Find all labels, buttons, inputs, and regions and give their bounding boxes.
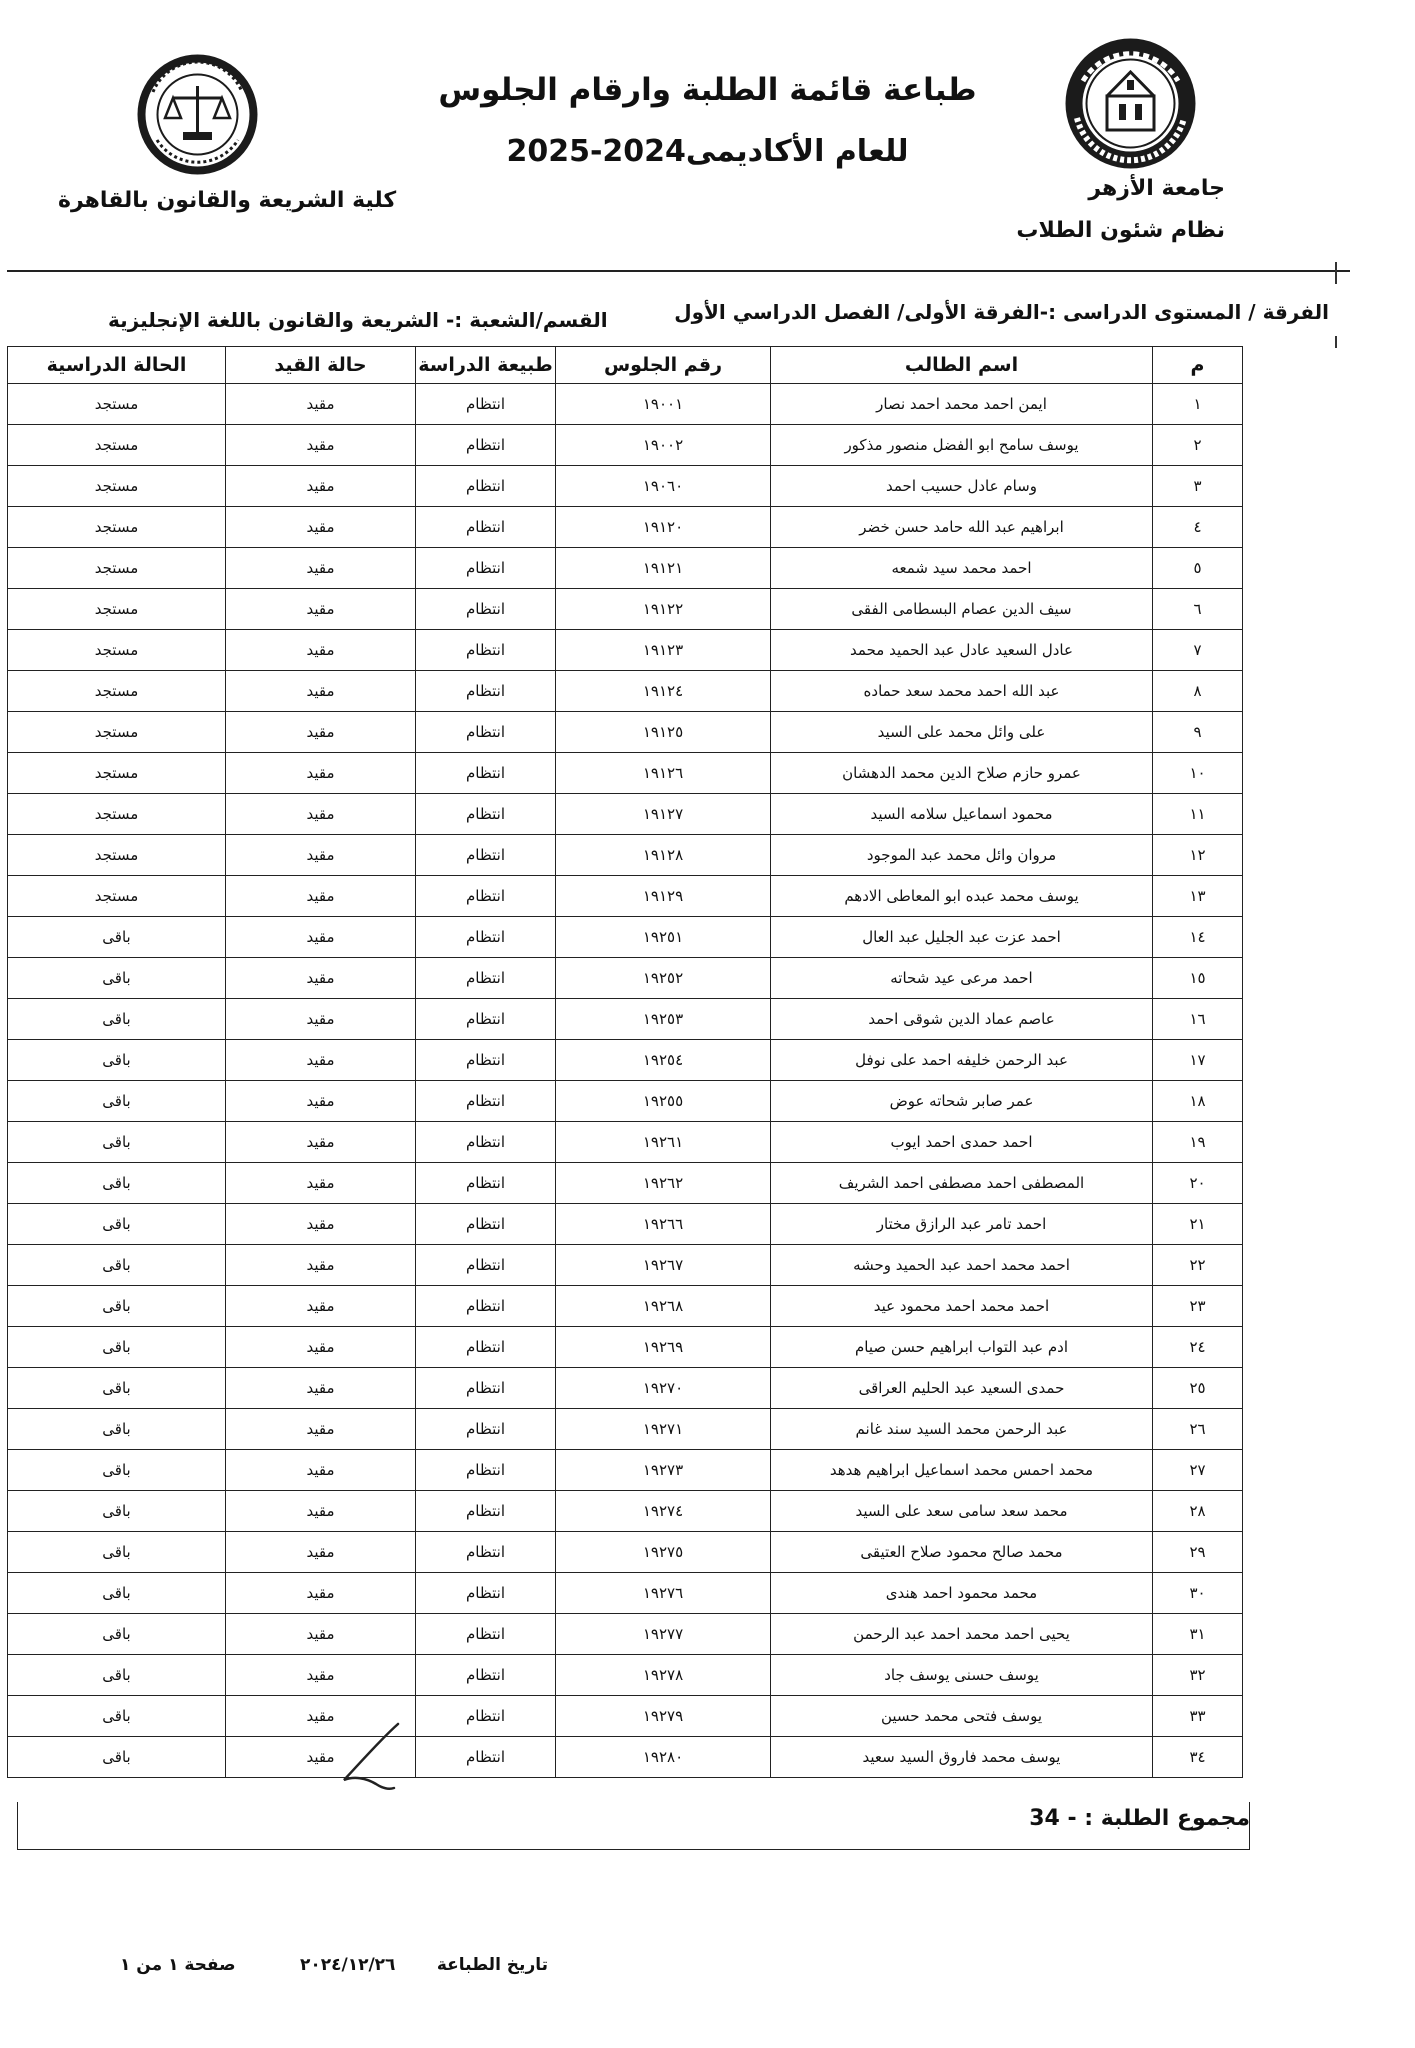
cell-index: ١٢ xyxy=(1153,835,1243,876)
cell-academic-status: باقى xyxy=(8,1040,226,1081)
cell-seat-number: ١٩٢٦٩ xyxy=(556,1327,771,1368)
table-row xyxy=(8,548,1243,589)
cell-student-name: عبد الله احمد محمد سعد حماده xyxy=(771,671,1153,712)
cell-index: ٢٢ xyxy=(1153,1245,1243,1286)
cell-academic-status: باقى xyxy=(8,1614,226,1655)
cell-registration-status: مقيد xyxy=(226,384,416,425)
cell-academic-status: مستجد xyxy=(8,753,226,794)
page-number: صفحة ١ من ١ xyxy=(120,1955,236,1975)
header-study-type: طبيعة الدراسة xyxy=(416,347,556,384)
cell-seat-number: ١٩١٢٩ xyxy=(556,876,771,917)
cell-seat-number: ١٩٢٨٠ xyxy=(556,1737,771,1778)
cell-student-name: يوسف محمد فاروق السيد سعيد xyxy=(771,1737,1153,1778)
table-row xyxy=(8,958,1243,999)
table-row xyxy=(8,1040,1243,1081)
cell-student-name: محمد صالح محمود صلاح العتيقى xyxy=(771,1532,1153,1573)
cell-index: ١١ xyxy=(1153,794,1243,835)
cell-study-type: انتظام xyxy=(416,999,556,1040)
cell-index: ١ xyxy=(1153,384,1243,425)
cell-student-name: على وائل محمد على السيد xyxy=(771,712,1153,753)
cell-academic-status: مستجد xyxy=(8,425,226,466)
cell-academic-status: مستجد xyxy=(8,630,226,671)
header-student-name: اسم الطالب xyxy=(771,347,1153,384)
cell-registration-status: مقيد xyxy=(226,712,416,753)
cell-study-type: انتظام xyxy=(416,1450,556,1491)
cell-study-type: انتظام xyxy=(416,835,556,876)
table-row xyxy=(8,999,1243,1040)
cell-study-type: انتظام xyxy=(416,1409,556,1450)
cell-seat-number: ١٩١٢٦ xyxy=(556,753,771,794)
cell-seat-number: ١٩٠٠٢ xyxy=(556,425,771,466)
table-row xyxy=(8,712,1243,753)
cell-registration-status: مقيد xyxy=(226,1532,416,1573)
cell-study-type: انتظام xyxy=(416,425,556,466)
cell-student-name: عبد الرحمن محمد السيد سند غانم xyxy=(771,1409,1153,1450)
scan-mark xyxy=(1335,336,1337,348)
cell-seat-number: ١٩٢٥٢ xyxy=(556,958,771,999)
cell-study-type: انتظام xyxy=(416,507,556,548)
cell-seat-number: ١٩١٢٥ xyxy=(556,712,771,753)
table-row xyxy=(8,1573,1243,1614)
cell-index: ١٩ xyxy=(1153,1122,1243,1163)
print-date-block xyxy=(300,1955,548,1975)
table-row xyxy=(8,425,1243,466)
cell-seat-number: ١٩١٢٨ xyxy=(556,835,771,876)
cell-academic-status: باقى xyxy=(8,958,226,999)
table-row xyxy=(8,671,1243,712)
cell-index: ٤ xyxy=(1153,507,1243,548)
cell-academic-status: مستجد xyxy=(8,548,226,589)
cell-study-type: انتظام xyxy=(416,753,556,794)
cell-student-name: احمد محمد سيد شمعه xyxy=(771,548,1153,589)
cell-seat-number: ١٩٠٠١ xyxy=(556,384,771,425)
cell-index: ٢٩ xyxy=(1153,1532,1243,1573)
cell-index: ١٣ xyxy=(1153,876,1243,917)
cell-academic-status: مستجد xyxy=(8,589,226,630)
table-row xyxy=(8,1696,1243,1737)
cell-registration-status: مقيد xyxy=(226,1491,416,1532)
table-row xyxy=(8,507,1243,548)
table-row xyxy=(8,753,1243,794)
cell-seat-number: ١٩٢٧٥ xyxy=(556,1532,771,1573)
table-body xyxy=(8,384,1243,1778)
cell-student-name: احمد محمد احمد عبد الحميد وحشه xyxy=(771,1245,1153,1286)
table-row xyxy=(8,917,1243,958)
table-row xyxy=(8,466,1243,507)
cell-study-type: انتظام xyxy=(416,1655,556,1696)
cell-academic-status: باقى xyxy=(8,999,226,1040)
cell-study-type: انتظام xyxy=(416,589,556,630)
cell-academic-status: باقى xyxy=(8,1245,226,1286)
table-header-row xyxy=(8,347,1243,384)
cell-registration-status: مقيد xyxy=(226,1245,416,1286)
header-registration-status: حالة القيد xyxy=(226,347,416,384)
cell-index: ٢ xyxy=(1153,425,1243,466)
table-row xyxy=(8,1368,1243,1409)
cell-academic-status: مستجد xyxy=(8,835,226,876)
university-name: جامعة الأزهر xyxy=(1088,176,1225,201)
cell-seat-number: ١٩١٢٣ xyxy=(556,630,771,671)
cell-registration-status: مقيد xyxy=(226,1286,416,1327)
cell-seat-number: ١٩٢٧٩ xyxy=(556,1696,771,1737)
cell-index: ٢٠ xyxy=(1153,1163,1243,1204)
print-date-label: تاريخ الطباعة xyxy=(436,1955,548,1975)
cell-registration-status: مقيد xyxy=(226,548,416,589)
cell-student-name: عادل السعيد عادل عبد الحميد محمد xyxy=(771,630,1153,671)
cell-student-name: محمود اسماعيل سلامه السيد xyxy=(771,794,1153,835)
cell-student-name: حمدى السعيد عبد الحليم العراقى xyxy=(771,1368,1153,1409)
cell-academic-status: باقى xyxy=(8,1655,226,1696)
cell-registration-status: مقيد xyxy=(226,753,416,794)
table-row xyxy=(8,1245,1243,1286)
cell-index: ١٠ xyxy=(1153,753,1243,794)
header-academic-status: الحالة الدراسية xyxy=(8,347,226,384)
table-row xyxy=(8,1450,1243,1491)
cell-study-type: انتظام xyxy=(416,958,556,999)
cell-index: ٦ xyxy=(1153,589,1243,630)
cell-academic-status: باقى xyxy=(8,1368,226,1409)
cell-academic-status: مستجد xyxy=(8,507,226,548)
cell-academic-status: مستجد xyxy=(8,671,226,712)
cell-index: ١٧ xyxy=(1153,1040,1243,1081)
print-date: ٢٠٢٤/١٢/٢٦ xyxy=(300,1955,396,1975)
cell-registration-status: مقيد xyxy=(226,425,416,466)
department-info: القسم/الشعبة :- الشريعة والقانون باللغة الإنجليزية xyxy=(108,308,608,332)
cell-registration-status: مقيد xyxy=(226,507,416,548)
cell-student-name: محمد احمس محمد اسماعيل ابراهيم هدهد xyxy=(771,1450,1153,1491)
cell-student-name: احمد حمدى احمد ايوب xyxy=(771,1122,1153,1163)
cell-registration-status: مقيد xyxy=(226,1040,416,1081)
cell-student-name: عمر صابر شحاته عوض xyxy=(771,1081,1153,1122)
cell-academic-status: باقى xyxy=(8,1122,226,1163)
cell-academic-status: باقى xyxy=(8,1491,226,1532)
cell-registration-status: مقيد xyxy=(226,1655,416,1696)
cell-index: ٢٥ xyxy=(1153,1368,1243,1409)
students-total: مجموع الطلبة : - 34 xyxy=(1029,1806,1250,1831)
cell-index: ١٨ xyxy=(1153,1081,1243,1122)
table-row xyxy=(8,1286,1243,1327)
document-title: طباعة قائمة الطلبة وارقام الجلوس xyxy=(438,72,977,108)
cell-study-type: انتظام xyxy=(416,1696,556,1737)
table-row xyxy=(8,1327,1243,1368)
cell-student-name: عمرو حازم صلاح الدين محمد الدهشان xyxy=(771,753,1153,794)
cell-seat-number: ١٩٢٧١ xyxy=(556,1409,771,1450)
table-row xyxy=(8,1655,1243,1696)
cell-student-name: محمد سعد سامى سعد على السيد xyxy=(771,1491,1153,1532)
cell-academic-status: مستجد xyxy=(8,794,226,835)
cell-student-name: المصطفى احمد مصطفى احمد الشريف xyxy=(771,1163,1153,1204)
cell-student-name: سيف الدين عصام البسطامى الفقى xyxy=(771,589,1153,630)
cell-seat-number: ١٩١٢٤ xyxy=(556,671,771,712)
cell-study-type: انتظام xyxy=(416,876,556,917)
cell-seat-number: ١٩٢٥١ xyxy=(556,917,771,958)
cell-student-name: مروان وائل محمد عبد الموجود xyxy=(771,835,1153,876)
cell-student-name: يوسف محمد عبده ابو المعاطى الادهم xyxy=(771,876,1153,917)
cell-seat-number: ١٩٢٦٦ xyxy=(556,1204,771,1245)
cell-registration-status: مقيد xyxy=(226,876,416,917)
cell-study-type: انتظام xyxy=(416,466,556,507)
cell-index: ٢٤ xyxy=(1153,1327,1243,1368)
table-row xyxy=(8,835,1243,876)
student-roster-table xyxy=(7,346,1243,1778)
cell-registration-status: مقيد xyxy=(226,999,416,1040)
table-row xyxy=(8,1122,1243,1163)
cell-academic-status: باقى xyxy=(8,917,226,958)
cell-index: ٢٨ xyxy=(1153,1491,1243,1532)
cell-study-type: انتظام xyxy=(416,794,556,835)
cell-index: ٩ xyxy=(1153,712,1243,753)
table-row xyxy=(8,1409,1243,1450)
cell-study-type: انتظام xyxy=(416,917,556,958)
cell-registration-status: مقيد xyxy=(226,1696,416,1737)
cell-registration-status: مقيد xyxy=(226,1737,416,1778)
cell-academic-status: باقى xyxy=(8,1163,226,1204)
cell-study-type: انتظام xyxy=(416,1737,556,1778)
cell-seat-number: ١٩٢٥٥ xyxy=(556,1081,771,1122)
cell-study-type: انتظام xyxy=(416,1204,556,1245)
cell-student-name: احمد عزت عبد الجليل عبد العال xyxy=(771,917,1153,958)
cell-study-type: انتظام xyxy=(416,630,556,671)
cell-seat-number: ١٩٢٦٢ xyxy=(556,1163,771,1204)
level-info: الفرقة / المستوى الدراسى :-الفرقة الأولى/ الفصل الدراسي الأول xyxy=(674,300,1329,324)
cell-seat-number: ١٩٢٧٧ xyxy=(556,1614,771,1655)
cell-registration-status: مقيد xyxy=(226,1573,416,1614)
cell-study-type: انتظام xyxy=(416,1491,556,1532)
cell-seat-number: ١٩١٢٠ xyxy=(556,507,771,548)
cell-student-name: احمد تامر عبد الرازق مختار xyxy=(771,1204,1153,1245)
cell-academic-status: مستجد xyxy=(8,384,226,425)
cell-index: ٣٠ xyxy=(1153,1573,1243,1614)
cell-index: ٢٧ xyxy=(1153,1450,1243,1491)
cell-student-name: يوسف حسنى يوسف جاد xyxy=(771,1655,1153,1696)
cell-registration-status: مقيد xyxy=(226,1081,416,1122)
cell-registration-status: مقيد xyxy=(226,1327,416,1368)
cell-academic-status: باقى xyxy=(8,1286,226,1327)
cell-study-type: انتظام xyxy=(416,1532,556,1573)
cell-registration-status: مقيد xyxy=(226,630,416,671)
cell-registration-status: مقيد xyxy=(226,1122,416,1163)
table-row xyxy=(8,1163,1243,1204)
cell-student-name: يوسف سامح ابو الفضل منصور مذكور xyxy=(771,425,1153,466)
cell-academic-status: باقى xyxy=(8,1532,226,1573)
cell-seat-number: ١٩١٢٢ xyxy=(556,589,771,630)
cell-registration-status: مقيد xyxy=(226,794,416,835)
cell-index: ٣١ xyxy=(1153,1614,1243,1655)
cell-index: ٧ xyxy=(1153,630,1243,671)
cell-study-type: انتظام xyxy=(416,671,556,712)
cell-academic-status: باقى xyxy=(8,1081,226,1122)
cell-study-type: انتظام xyxy=(416,1327,556,1368)
scan-mark xyxy=(1335,262,1337,284)
cell-index: ٣ xyxy=(1153,466,1243,507)
table-row xyxy=(8,1491,1243,1532)
cell-index: ٨ xyxy=(1153,671,1243,712)
table-row xyxy=(8,1614,1243,1655)
cell-student-name: عبد الرحمن خليفه احمد على نوفل xyxy=(771,1040,1153,1081)
cell-academic-status: باقى xyxy=(8,1204,226,1245)
cell-registration-status: مقيد xyxy=(226,1204,416,1245)
table-row xyxy=(8,384,1243,425)
cell-seat-number: ١٩٢٧٨ xyxy=(556,1655,771,1696)
cell-student-name: احمد محمد احمد محمود عيد xyxy=(771,1286,1153,1327)
cell-student-name: وسام عادل حسيب احمد xyxy=(771,466,1153,507)
cell-index: ٣٣ xyxy=(1153,1696,1243,1737)
cell-student-name: عاصم عماد الدين شوقى احمد xyxy=(771,999,1153,1040)
cell-registration-status: مقيد xyxy=(226,958,416,999)
cell-index: ٢٦ xyxy=(1153,1409,1243,1450)
cell-study-type: انتظام xyxy=(416,1368,556,1409)
cell-registration-status: مقيد xyxy=(226,1368,416,1409)
cell-seat-number: ١٩٢٦٧ xyxy=(556,1245,771,1286)
header-divider xyxy=(7,270,1350,272)
cell-registration-status: مقيد xyxy=(226,835,416,876)
cell-study-type: انتظام xyxy=(416,1245,556,1286)
cell-seat-number: ١٩٢٥٤ xyxy=(556,1040,771,1081)
cell-index: ٣٢ xyxy=(1153,1655,1243,1696)
cell-student-name: ايمن احمد محمد احمد نصار xyxy=(771,384,1153,425)
cell-seat-number: ١٩٢٧٦ xyxy=(556,1573,771,1614)
cell-registration-status: مقيد xyxy=(226,1409,416,1450)
table-row xyxy=(8,1204,1243,1245)
handwritten-signature-icon xyxy=(330,1718,410,1798)
cell-academic-status: باقى xyxy=(8,1327,226,1368)
cell-student-name: احمد مرعى عيد شحاته xyxy=(771,958,1153,999)
cell-academic-status: مستجد xyxy=(8,466,226,507)
cell-seat-number: ١٩٢٧٣ xyxy=(556,1450,771,1491)
cell-study-type: انتظام xyxy=(416,1163,556,1204)
cell-student-name: ادم عبد التواب ابراهيم حسن صيام xyxy=(771,1327,1153,1368)
cell-seat-number: ١٩٠٦٠ xyxy=(556,466,771,507)
cell-registration-status: مقيد xyxy=(226,466,416,507)
cell-index: ١٥ xyxy=(1153,958,1243,999)
cell-registration-status: مقيد xyxy=(226,671,416,712)
cell-index: ٢١ xyxy=(1153,1204,1243,1245)
cell-seat-number: ١٩٢٧٤ xyxy=(556,1491,771,1532)
cell-student-name: يحيى احمد محمد احمد عبد الرحمن xyxy=(771,1614,1153,1655)
cell-registration-status: مقيد xyxy=(226,589,416,630)
cell-registration-status: مقيد xyxy=(226,1450,416,1491)
cell-registration-status: مقيد xyxy=(226,1614,416,1655)
table-row xyxy=(8,1737,1243,1778)
cell-study-type: انتظام xyxy=(416,384,556,425)
cell-seat-number: ١٩١٢١ xyxy=(556,548,771,589)
cell-study-type: انتظام xyxy=(416,1081,556,1122)
table-row xyxy=(8,589,1243,630)
table-row xyxy=(8,794,1243,835)
table-row xyxy=(8,1532,1243,1573)
cell-seat-number: ١٩٢٧٠ xyxy=(556,1368,771,1409)
table-row xyxy=(8,630,1243,671)
cell-index: ٣٤ xyxy=(1153,1737,1243,1778)
cell-study-type: انتظام xyxy=(416,1286,556,1327)
cell-student-name: ابراهيم عبد الله حامد حسن خضر xyxy=(771,507,1153,548)
table-row xyxy=(8,876,1243,917)
cell-registration-status: مقيد xyxy=(226,917,416,958)
cell-academic-status: باقى xyxy=(8,1737,226,1778)
cell-registration-status: مقيد xyxy=(226,1163,416,1204)
faculty-name: كلية الشريعة والقانون بالقاهرة xyxy=(58,188,397,213)
cell-seat-number: ١٩٢٦١ xyxy=(556,1122,771,1163)
cell-academic-status: باقى xyxy=(8,1450,226,1491)
cell-seat-number: ١٩٢٥٣ xyxy=(556,999,771,1040)
academic-year: للعام الأكاديمى2024-2025 xyxy=(506,134,909,169)
cell-seat-number: ١٩١٢٧ xyxy=(556,794,771,835)
system-name: نظام شئون الطلاب xyxy=(1016,218,1225,243)
cell-seat-number: ١٩٢٦٨ xyxy=(556,1286,771,1327)
cell-study-type: انتظام xyxy=(416,1573,556,1614)
cell-study-type: انتظام xyxy=(416,548,556,589)
cell-student-name: يوسف فتحى محمد حسين xyxy=(771,1696,1153,1737)
header-seat-number: رقم الجلوس xyxy=(556,347,771,384)
cell-study-type: انتظام xyxy=(416,712,556,753)
cell-index: ٢٣ xyxy=(1153,1286,1243,1327)
cell-academic-status: مستجد xyxy=(8,712,226,753)
cell-study-type: انتظام xyxy=(416,1122,556,1163)
cell-index: ١٤ xyxy=(1153,917,1243,958)
cell-index: ١٦ xyxy=(1153,999,1243,1040)
cell-academic-status: باقى xyxy=(8,1573,226,1614)
cell-study-type: انتظام xyxy=(416,1040,556,1081)
cell-index: ٥ xyxy=(1153,548,1243,589)
cell-academic-status: باقى xyxy=(8,1409,226,1450)
cell-academic-status: مستجد xyxy=(8,876,226,917)
header-index: م xyxy=(1153,347,1243,384)
cell-student-name: محمد محمود احمد هندى xyxy=(771,1573,1153,1614)
table-row xyxy=(8,1081,1243,1122)
cell-academic-status: باقى xyxy=(8,1696,226,1737)
cell-study-type: انتظام xyxy=(416,1614,556,1655)
